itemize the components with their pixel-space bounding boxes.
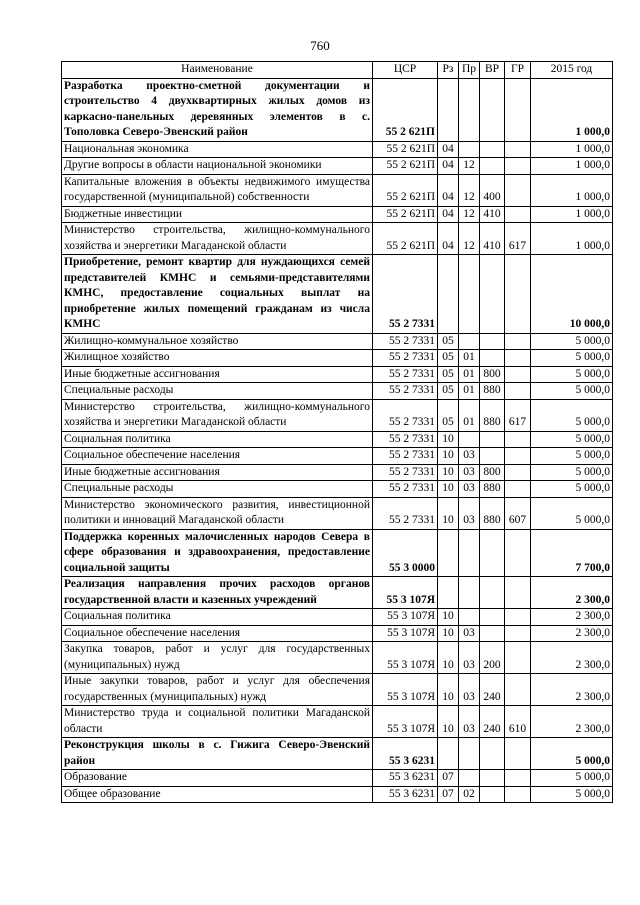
cell-csr: 55 3 6231: [373, 770, 438, 787]
cell-rz: 10: [438, 674, 459, 706]
table-row: [62, 786, 613, 803]
cell-name: Другие вопросы в области национальной экономики: [62, 158, 373, 175]
cell-vr: [480, 158, 505, 175]
cell-amount: 5 000,0: [531, 464, 613, 481]
cell-vr: 880: [480, 399, 505, 431]
cell-rz: 04: [438, 206, 459, 223]
cell-pr: [459, 609, 480, 626]
cell-gr: [505, 78, 531, 141]
cell-gr: [505, 255, 531, 334]
cell-rz: 05: [438, 350, 459, 367]
table-row: [62, 674, 613, 706]
cell-vr: [480, 529, 505, 577]
cell-rz: 10: [438, 625, 459, 642]
cell-vr: [480, 350, 505, 367]
cell-rz: [438, 738, 459, 770]
cell-rz: 10: [438, 609, 459, 626]
cell-gr: [505, 464, 531, 481]
cell-gr: [505, 770, 531, 787]
table-row: [62, 174, 613, 206]
cell-pr: 02: [459, 786, 480, 803]
cell-vr: 880: [480, 383, 505, 400]
cell-pr: [459, 141, 480, 158]
cell-amount: 7 700,0: [531, 529, 613, 577]
cell-name: Приобретение, ремонт квартир для нуждающихся семей представителей КМНС и семьями-представителями КМНС, предоставление социальных выплат на приобретение жилых помещений гражданам из числа КМНС: [62, 255, 373, 334]
cell-amount: 5 000,0: [531, 366, 613, 383]
cell-rz: 05: [438, 383, 459, 400]
table-row: [62, 399, 613, 431]
table-row: [62, 464, 613, 481]
cell-amount: 2 300,0: [531, 609, 613, 626]
cell-name: Социальное обеспечение населения: [62, 448, 373, 465]
cell-amount: 2 300,0: [531, 625, 613, 642]
cell-vr: 880: [480, 497, 505, 529]
cell-csr: 55 2 621П: [373, 223, 438, 255]
cell-csr: 55 2 7331: [373, 255, 438, 334]
cell-pr: [459, 431, 480, 448]
page-number: 760: [310, 38, 330, 53]
cell-amount: 1 000,0: [531, 141, 613, 158]
cell-amount: 10 000,0: [531, 255, 613, 334]
header-csr: ЦСР: [373, 62, 438, 79]
cell-gr: [505, 174, 531, 206]
cell-amount: 1 000,0: [531, 78, 613, 141]
table-header-row: [62, 62, 613, 79]
table-row: [62, 366, 613, 383]
cell-gr: [505, 529, 531, 577]
cell-name: Министерство труда и социальной политики Магаданской области: [62, 706, 373, 738]
cell-rz: 07: [438, 786, 459, 803]
cell-name: Образование: [62, 770, 373, 787]
cell-name: Социальное обеспечение населения: [62, 625, 373, 642]
cell-rz: 04: [438, 158, 459, 175]
cell-pr: 12: [459, 174, 480, 206]
cell-pr: [459, 770, 480, 787]
cell-amount: 5 000,0: [531, 448, 613, 465]
cell-gr: [505, 383, 531, 400]
cell-csr: 55 3 6231: [373, 786, 438, 803]
cell-rz: 07: [438, 770, 459, 787]
cell-gr: [505, 448, 531, 465]
cell-vr: 410: [480, 223, 505, 255]
cell-rz: 10: [438, 497, 459, 529]
cell-name: Социальная политика: [62, 609, 373, 626]
cell-name: Национальная экономика: [62, 141, 373, 158]
cell-pr: 03: [459, 625, 480, 642]
table-row: [62, 333, 613, 350]
cell-vr: 240: [480, 674, 505, 706]
cell-gr: [505, 481, 531, 498]
cell-vr: [480, 738, 505, 770]
cell-rz: 10: [438, 464, 459, 481]
cell-csr: 55 2 7331: [373, 464, 438, 481]
cell-rz: 10: [438, 706, 459, 738]
cell-csr: 55 3 107Я: [373, 577, 438, 609]
cell-name: Министерство строительства, жилищно-коммунального хозяйства и энергетики Магаданской области: [62, 399, 373, 431]
cell-pr: [459, 78, 480, 141]
cell-pr: 03: [459, 497, 480, 529]
table-row: [62, 577, 613, 609]
cell-csr: 55 3 107Я: [373, 642, 438, 674]
cell-gr: [505, 431, 531, 448]
cell-rz: 04: [438, 141, 459, 158]
cell-amount: 5 000,0: [531, 738, 613, 770]
cell-rz: 04: [438, 174, 459, 206]
cell-csr: 55 3 107Я: [373, 609, 438, 626]
cell-pr: 01: [459, 366, 480, 383]
cell-csr: 55 3 6231: [373, 738, 438, 770]
cell-rz: 10: [438, 642, 459, 674]
cell-vr: [480, 577, 505, 609]
header-rz: Рз: [438, 62, 459, 79]
header-name: Наименование: [62, 62, 373, 79]
cell-amount: 5 000,0: [531, 481, 613, 498]
cell-csr: 55 2 7331: [373, 481, 438, 498]
cell-name: Закупка товаров, работ и услуг для государственных (муниципальных) нужд: [62, 642, 373, 674]
cell-gr: [505, 738, 531, 770]
cell-name: Реконструкция школы в с. Гижига Северо-Эвенский район: [62, 738, 373, 770]
cell-name: Жилищное хозяйство: [62, 350, 373, 367]
cell-rz: 04: [438, 223, 459, 255]
cell-pr: [459, 738, 480, 770]
cell-amount: 5 000,0: [531, 497, 613, 529]
cell-vr: 200: [480, 642, 505, 674]
cell-csr: 55 2 7331: [373, 431, 438, 448]
cell-name: Иные бюджетные ассигнования: [62, 366, 373, 383]
table-row: [62, 78, 613, 141]
cell-name: Реализация направления прочих расходов органов государственной власти и казенных учреждений: [62, 577, 373, 609]
table-row: [62, 158, 613, 175]
table-row: [62, 609, 613, 626]
cell-csr: 55 2 621П: [373, 141, 438, 158]
cell-name: Специальные расходы: [62, 383, 373, 400]
cell-csr: 55 3 0000: [373, 529, 438, 577]
cell-name: Разработка проектно-сметной документации и строительство 4 двухквартирных жилых домов из каркасно-панельных деревянных элементов в с. Тополовка Северо-Эвенский район: [62, 78, 373, 141]
cell-csr: 55 3 107Я: [373, 674, 438, 706]
cell-amount: 5 000,0: [531, 786, 613, 803]
table-row: [62, 431, 613, 448]
cell-name: Капитальные вложения в объекты недвижимого имущества государственной (муниципальной) собственности: [62, 174, 373, 206]
table-row: [62, 770, 613, 787]
cell-vr: [480, 78, 505, 141]
cell-name: Социальная политика: [62, 431, 373, 448]
cell-vr: 800: [480, 366, 505, 383]
table-row: [62, 497, 613, 529]
cell-amount: 2 300,0: [531, 674, 613, 706]
cell-pr: 03: [459, 706, 480, 738]
cell-amount: 1 000,0: [531, 174, 613, 206]
cell-csr: 55 2 7331: [373, 448, 438, 465]
header-pr: Пр: [459, 62, 480, 79]
cell-csr: 55 2 7331: [373, 350, 438, 367]
cell-pr: 03: [459, 674, 480, 706]
cell-pr: 12: [459, 158, 480, 175]
cell-rz: 05: [438, 399, 459, 431]
cell-csr: 55 3 107Я: [373, 706, 438, 738]
cell-csr: 55 2 621П: [373, 158, 438, 175]
cell-pr: 03: [459, 448, 480, 465]
cell-csr: 55 2 621П: [373, 206, 438, 223]
cell-vr: [480, 141, 505, 158]
table-row: [62, 706, 613, 738]
cell-csr: 55 2 7331: [373, 383, 438, 400]
cell-amount: 1 000,0: [531, 223, 613, 255]
cell-amount: 1 000,0: [531, 206, 613, 223]
cell-name: Бюджетные инвестиции: [62, 206, 373, 223]
cell-vr: 880: [480, 481, 505, 498]
cell-vr: [480, 786, 505, 803]
cell-gr: [505, 577, 531, 609]
cell-gr: [505, 674, 531, 706]
cell-pr: 12: [459, 206, 480, 223]
cell-pr: 12: [459, 223, 480, 255]
cell-rz: [438, 529, 459, 577]
cell-gr: [505, 141, 531, 158]
table-body: [62, 78, 613, 803]
cell-pr: [459, 577, 480, 609]
cell-amount: 1 000,0: [531, 158, 613, 175]
cell-vr: [480, 609, 505, 626]
header-gr: ГР: [505, 62, 531, 79]
cell-gr: [505, 625, 531, 642]
cell-csr: 55 2 7331: [373, 333, 438, 350]
cell-gr: [505, 333, 531, 350]
table-row: [62, 448, 613, 465]
cell-pr: 03: [459, 464, 480, 481]
cell-vr: 240: [480, 706, 505, 738]
cell-gr: [505, 366, 531, 383]
cell-vr: [480, 431, 505, 448]
table-row: [62, 625, 613, 642]
table-row: [62, 383, 613, 400]
table-row: [62, 529, 613, 577]
cell-name: Министерство строительства, жилищно-коммунального хозяйства и энергетики Магаданской области: [62, 223, 373, 255]
cell-amount: 2 300,0: [531, 577, 613, 609]
table-row: [62, 255, 613, 334]
cell-vr: 410: [480, 206, 505, 223]
cell-amount: 5 000,0: [531, 770, 613, 787]
cell-gr: 607: [505, 497, 531, 529]
cell-vr: [480, 448, 505, 465]
cell-gr: [505, 158, 531, 175]
cell-rz: 10: [438, 431, 459, 448]
cell-pr: 01: [459, 383, 480, 400]
cell-pr: 03: [459, 642, 480, 674]
cell-rz: [438, 577, 459, 609]
cell-amount: 2 300,0: [531, 642, 613, 674]
header-amount: 2015 год: [531, 62, 613, 79]
cell-pr: [459, 255, 480, 334]
cell-rz: [438, 78, 459, 141]
cell-pr: 01: [459, 350, 480, 367]
cell-pr: 03: [459, 481, 480, 498]
table-row: [62, 481, 613, 498]
cell-gr: [505, 206, 531, 223]
cell-gr: 610: [505, 706, 531, 738]
cell-name: Иные закупки товаров, работ и услуг для обеспечения государственных (муниципальных) нужд: [62, 674, 373, 706]
table-row: [62, 223, 613, 255]
cell-csr: 55 2 7331: [373, 366, 438, 383]
cell-rz: 05: [438, 366, 459, 383]
cell-amount: 5 000,0: [531, 333, 613, 350]
cell-amount: 5 000,0: [531, 383, 613, 400]
cell-csr: 55 2 621П: [373, 78, 438, 141]
cell-gr: [505, 609, 531, 626]
cell-gr: [505, 350, 531, 367]
cell-rz: 10: [438, 448, 459, 465]
table-row: [62, 350, 613, 367]
cell-name: Министерство экономического развития, инвестиционной политики и инноваций Магаданской области: [62, 497, 373, 529]
cell-gr: [505, 642, 531, 674]
cell-amount: 5 000,0: [531, 431, 613, 448]
cell-pr: [459, 333, 480, 350]
cell-amount: 5 000,0: [531, 350, 613, 367]
cell-name: Специальные расходы: [62, 481, 373, 498]
cell-csr: 55 3 107Я: [373, 625, 438, 642]
cell-rz: 05: [438, 333, 459, 350]
cell-gr: 617: [505, 399, 531, 431]
cell-vr: [480, 255, 505, 334]
cell-name: Поддержка коренных малочисленных народов Севера в сфере образования и здравоохранения, предоставление социальной защиты: [62, 529, 373, 577]
cell-csr: 55 2 7331: [373, 497, 438, 529]
cell-name: Общее образование: [62, 786, 373, 803]
cell-name: Иные бюджетные ассигнования: [62, 464, 373, 481]
cell-gr: 617: [505, 223, 531, 255]
cell-vr: [480, 625, 505, 642]
cell-vr: [480, 770, 505, 787]
cell-pr: [459, 529, 480, 577]
cell-rz: [438, 255, 459, 334]
cell-gr: [505, 786, 531, 803]
cell-rz: 10: [438, 481, 459, 498]
cell-vr: 800: [480, 464, 505, 481]
cell-csr: 55 2 7331: [373, 399, 438, 431]
header-vr: ВР: [480, 62, 505, 79]
cell-amount: 2 300,0: [531, 706, 613, 738]
table-row: [62, 642, 613, 674]
budget-table: [61, 61, 613, 803]
table-row: [62, 738, 613, 770]
table-row: [62, 206, 613, 223]
cell-vr: [480, 333, 505, 350]
cell-name: Жилищно-коммунальное хозяйство: [62, 333, 373, 350]
cell-vr: 400: [480, 174, 505, 206]
cell-pr: 01: [459, 399, 480, 431]
cell-amount: 5 000,0: [531, 399, 613, 431]
cell-csr: 55 2 621П: [373, 174, 438, 206]
table-row: [62, 141, 613, 158]
